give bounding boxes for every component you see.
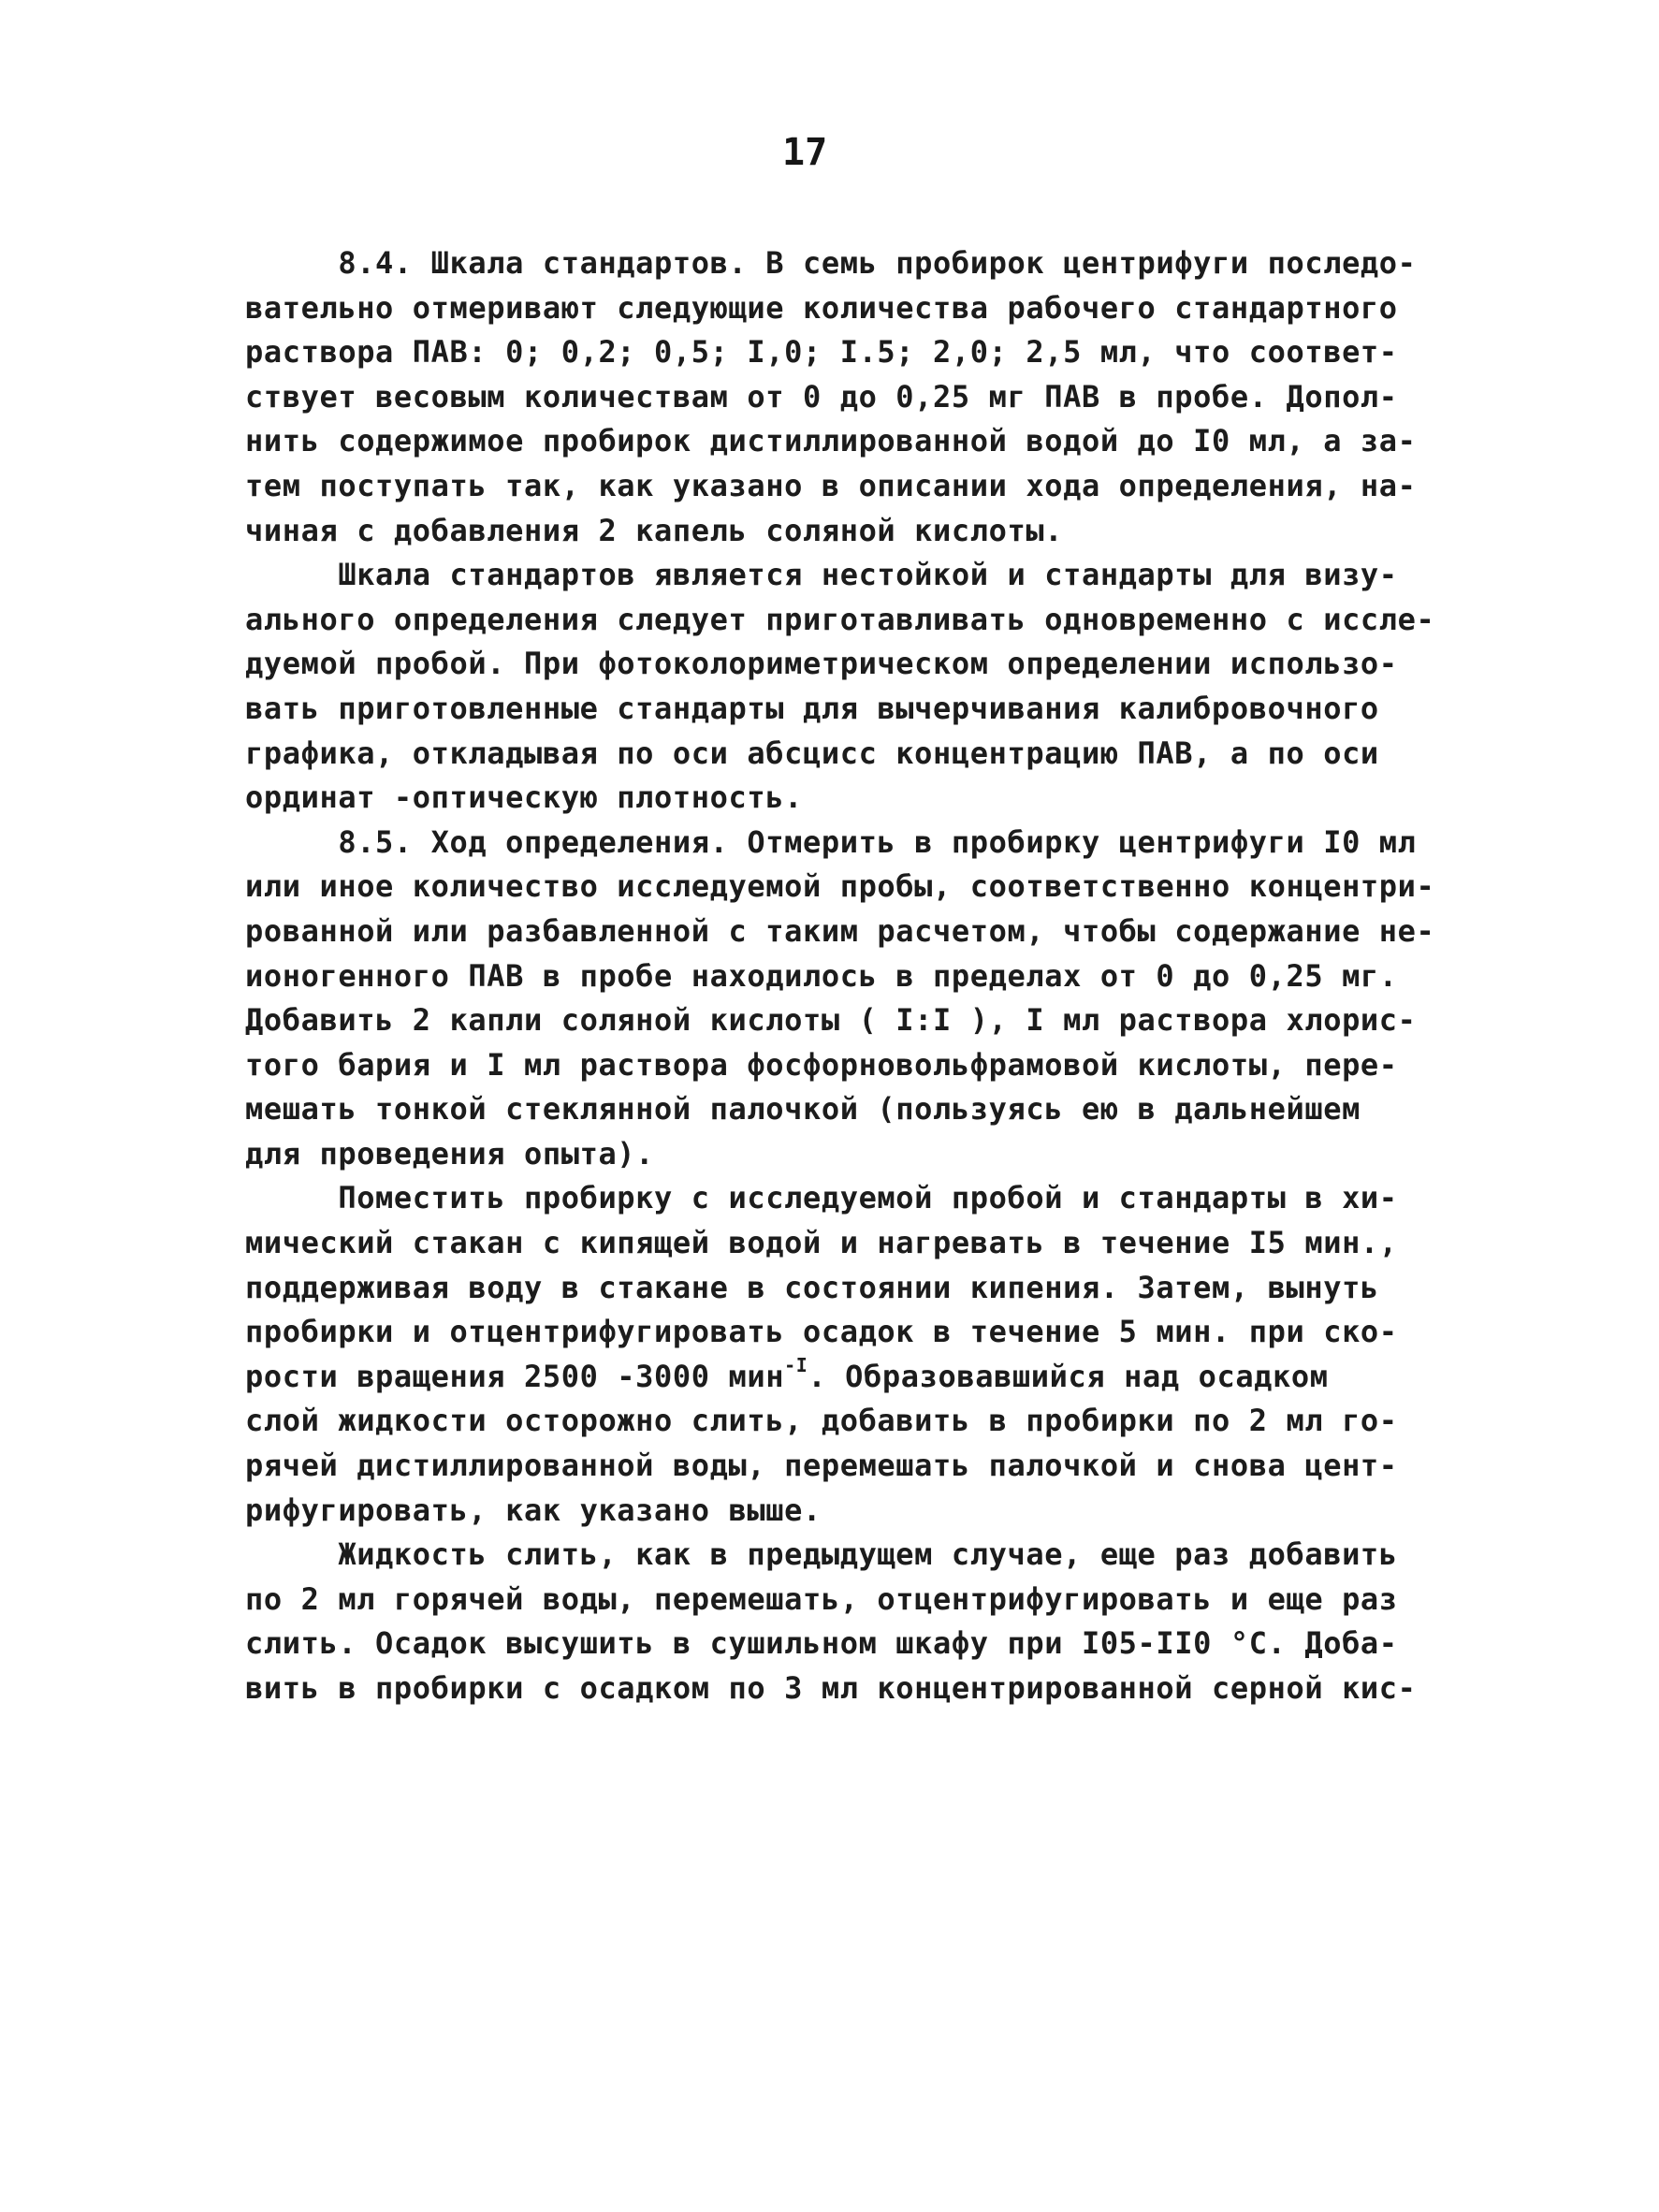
text-line: ствует весовым количествам от 0 до 0,25 мг ПАВ в пробе. Допол- bbox=[245, 378, 1398, 415]
text-line: вать приготовленные стандарты для вычерчивания калибровочного bbox=[245, 690, 1379, 726]
text-line: рячей дистиллированной воды, перемешать палочкой и снова цент- bbox=[245, 1448, 1398, 1484]
text-line: дуемой пробой. При фотоколориметрическом определении использо- bbox=[245, 646, 1398, 682]
text-line: рованной или разбавленной с таким расчетом, чтобы содержание не- bbox=[245, 912, 1435, 949]
text-line: того бария и I мл раствора фосфорновольфрамовой кислоты, пере- bbox=[245, 1046, 1398, 1083]
text-fragment: . Образовавшийся над осадком bbox=[808, 1358, 1329, 1394]
superscript: -I bbox=[784, 1354, 808, 1377]
text-line: для проведения опыта). bbox=[245, 1135, 655, 1171]
text-line: вить в пробирки с осадком по 3 мл концентрированной серной кис- bbox=[245, 1670, 1417, 1706]
text-line: 8.4. Шкала стандартов. В семь пробирок центрифуги последо- bbox=[245, 245, 1417, 281]
body-text bbox=[245, 241, 1462, 1711]
text-line: ионогенного ПАВ в пробе находилось в пределах от 0 до 0,25 мг. bbox=[245, 957, 1398, 994]
text-line: вательно отмеривают следующие количества рабочего стандартного bbox=[245, 289, 1398, 326]
text-line: рифугировать, как указано выше. bbox=[245, 1492, 822, 1528]
text-line: или иное количество исследуемой пробы, соответственно концентри- bbox=[245, 868, 1435, 905]
text-line: ального определения следует приготавливать одновременно с иссле- bbox=[245, 601, 1435, 637]
page-number: 17 bbox=[782, 131, 828, 174]
text-line: ординат -оптическую плотность. bbox=[245, 779, 803, 816]
text-line: слить. Осадок высушить в сушильном шкафу при I05-II0 °С. Доба- bbox=[245, 1625, 1398, 1662]
text-line: 8.5. Ход определения. Отмерить в пробирку центрифуги I0 мл bbox=[245, 823, 1417, 860]
text-line: Жидкость слить, как в предыдущем случае, еще раз добавить bbox=[245, 1536, 1398, 1573]
text-line: Поместить пробирку с исследуемой пробой и стандарты в хи- bbox=[245, 1180, 1398, 1216]
text-line-with-superscript bbox=[245, 1355, 1462, 1400]
text-line: слой жидкости осторожно слить, добавить в пробирки по 2 мл го- bbox=[245, 1403, 1398, 1439]
text-fragment: рости вращения 2500 -3000 мин bbox=[245, 1358, 785, 1394]
text-line: Добавить 2 капли соляной кислоты ( I:I ), I мл раствора хлорис- bbox=[245, 1002, 1417, 1039]
text-line: по 2 мл горячей воды, перемешать, отцентрифугировать и еще раз bbox=[245, 1580, 1398, 1617]
text-line: пробирки и отцентрифугировать осадок в течение 5 мин. при ско- bbox=[245, 1314, 1398, 1350]
text-line: мешать тонкой стеклянной палочкой (пользуясь ею в дальнейшем bbox=[245, 1091, 1361, 1128]
text-line: тем поступать так, как указано в описании хода определения, на- bbox=[245, 467, 1417, 503]
text-line: Шкала стандартов является нестойкой и стандарты для визу- bbox=[245, 557, 1398, 593]
text-line: раствора ПАВ: 0; 0,2; 0,5; I,0; I.5; 2,0; 2,5 мл, что соответ- bbox=[245, 334, 1398, 371]
text-line: мический стакан с кипящей водой и нагревать в течение I5 мин., bbox=[245, 1225, 1398, 1261]
text-line: чиная с добавления 2 капель соляной кислоты. bbox=[245, 512, 1064, 548]
text-line: графика, откладывая по оси абсцисс концентрацию ПАВ, а по оси bbox=[245, 735, 1379, 771]
text-line: нить содержимое пробирок дистиллированной водой до I0 мл, а за- bbox=[245, 423, 1417, 459]
text-line: поддерживая воду в стакане в состоянии кипения. Затем, вынуть bbox=[245, 1269, 1379, 1305]
